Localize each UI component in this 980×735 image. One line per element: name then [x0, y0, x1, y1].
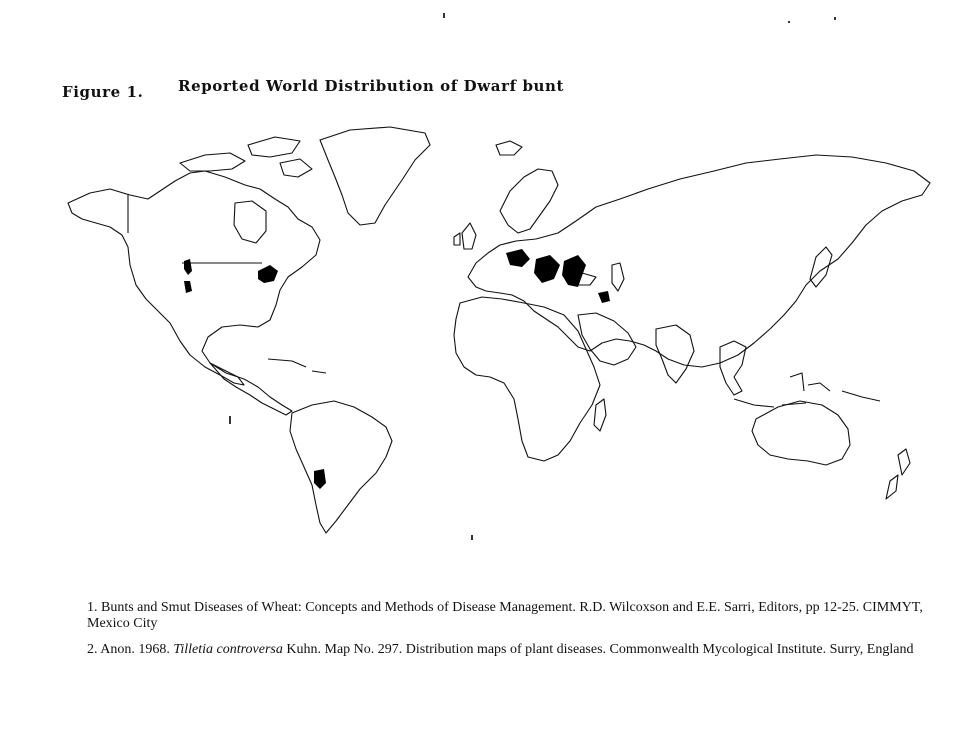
central-america-outline — [210, 363, 292, 415]
scandinavia-outline — [500, 169, 558, 233]
reference-2-species: Tilletia controversa — [173, 642, 283, 657]
caribbean-islands — [268, 359, 326, 373]
north-america-outline — [68, 171, 320, 385]
new-zealand-outline — [886, 449, 910, 499]
figure-number: Figure 1. — [62, 83, 144, 101]
madagascar-outline — [594, 399, 606, 431]
world-map-svg — [30, 115, 960, 555]
southeast-asia-outline — [720, 341, 746, 395]
reference-list — [87, 600, 957, 668]
greenland-outline — [320, 127, 430, 225]
reported-region-black-sea — [562, 255, 586, 287]
hudson-bay — [234, 201, 266, 243]
reference-2 — [87, 642, 957, 658]
australia-outline — [752, 401, 850, 465]
reported-region-great-lakes — [258, 265, 278, 283]
arabian-peninsula — [578, 313, 636, 365]
reference-1-text: 1. Bunts and Smut Diseases of Wheat: Concepts and Methods of Disease Management. R.D. Wilcoxson and E.E. Sarri, Editors, pp 12-25. CIMMYT, Mexico City — [87, 600, 923, 631]
scan-speck — [834, 17, 836, 20]
reported-region-central-europe — [506, 249, 530, 267]
reference-2-suffix: Kuhn. Map No. 297. Distribution maps of plant diseases. Commonwealth Mycological Institute. Surry, England — [282, 642, 914, 657]
world-map — [30, 115, 960, 555]
reported-region-turkey-caucasus — [598, 291, 610, 303]
reference-2-prefix: 2. Anon. 1968. — [87, 642, 174, 657]
canadian-arctic-islands — [180, 137, 312, 177]
scan-speck — [443, 13, 445, 18]
reported-region-argentina — [314, 469, 326, 489]
iceland-outline — [496, 141, 522, 155]
reported-region-pacific-northwest — [184, 259, 192, 275]
reported-region-balkans — [534, 255, 560, 283]
scan-speck — [471, 535, 473, 540]
british-isles — [454, 223, 476, 249]
figure-title — [62, 77, 682, 103]
scan-speck — [788, 21, 790, 23]
scan-speck — [229, 416, 231, 424]
reference-1 — [87, 600, 957, 632]
africa-outline — [454, 297, 600, 461]
india-outline — [656, 325, 694, 383]
figure-caption: Reported World Distribution of Dwarf bunt — [178, 77, 565, 95]
japan-outline — [810, 247, 832, 287]
south-america-outline — [290, 401, 392, 533]
caspian-sea — [612, 263, 624, 291]
reported-region-rocky-mountains — [184, 281, 192, 293]
